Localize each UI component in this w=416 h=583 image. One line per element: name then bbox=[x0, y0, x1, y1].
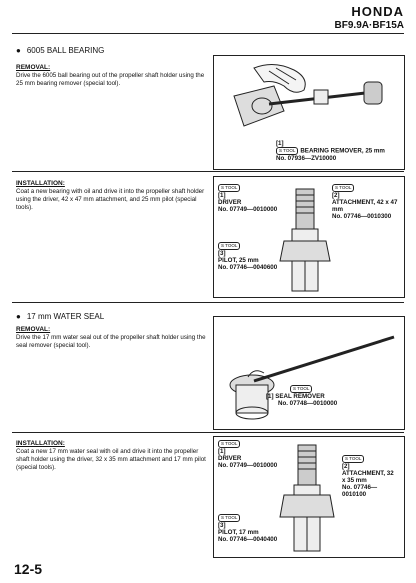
tool-num: [3] bbox=[218, 250, 226, 257]
tool-name: ATTACHMENT, 32 x 35 mm bbox=[342, 470, 394, 484]
removal-label: REMOVAL: bbox=[16, 64, 51, 71]
section-title-ball-bearing bbox=[16, 46, 104, 55]
special-tool-icon: S TOOL bbox=[218, 242, 240, 250]
tool-num: [2] bbox=[342, 463, 350, 470]
removal-label: REMOVAL: bbox=[16, 326, 51, 333]
section-divider bbox=[12, 432, 404, 433]
special-tool-icon: S TOOL bbox=[342, 455, 364, 463]
callout-part: No. 07936—ZV10000 bbox=[276, 155, 337, 162]
special-tool-icon: S TOOL bbox=[290, 385, 312, 393]
section-divider bbox=[12, 171, 404, 172]
tool-num: [1] bbox=[218, 192, 226, 199]
header-rule bbox=[12, 33, 404, 34]
tool-driver bbox=[218, 184, 277, 213]
special-tool-icon: S TOOL bbox=[276, 147, 298, 155]
callout-num: [1] bbox=[266, 393, 274, 400]
section-title-water-seal bbox=[16, 312, 104, 321]
special-tool-icon: S TOOL bbox=[218, 514, 240, 522]
tool-attachment bbox=[342, 455, 398, 498]
model-name: BF9.9A·BF15A bbox=[334, 20, 404, 31]
tool-part: No. 07746—0040600 bbox=[218, 264, 278, 271]
page-number: 12-5 bbox=[14, 561, 43, 577]
special-tool-icon: S TOOL bbox=[218, 440, 240, 448]
installation-label: INSTALLATION: bbox=[16, 180, 65, 187]
bullet-icon: ● bbox=[16, 46, 21, 55]
tool-part: No. 07746—0040400 bbox=[218, 536, 278, 543]
installation-label: INSTALLATION: bbox=[16, 440, 65, 447]
callout-num: [1] bbox=[276, 140, 284, 147]
callout-name: BEARING REMOVER, 25 mm bbox=[300, 147, 385, 155]
tool-name: PILOT, 17 mm bbox=[218, 529, 259, 536]
brand-logo: HONDA bbox=[351, 4, 404, 19]
installation-text: Coat a new 17 mm water seal with oil and drive it into the propeller shaft holder using the driver, 32 x 35 mm attachment and 17 mm pilot (special tools). bbox=[16, 448, 206, 471]
tool-name: DRIVER bbox=[218, 455, 242, 462]
figure-seal-removal bbox=[213, 316, 405, 430]
tool-name: ATTACHMENT, 42 x 47 mm bbox=[332, 199, 398, 213]
tool-attachment bbox=[332, 184, 398, 220]
section-title-text: 6005 BALL BEARING bbox=[26, 46, 105, 55]
removal-text: Drive the 17 mm water seal out of the propeller shaft holder using the seal remover (special tool). bbox=[16, 334, 206, 349]
tool-pilot bbox=[218, 242, 277, 271]
callout-part: No. 07748—0010000 bbox=[278, 400, 338, 407]
section-title-text: 17 mm WATER SEAL bbox=[26, 312, 105, 321]
tool-part: No. 07746—0010300 bbox=[332, 213, 392, 220]
installation-text: Coat a new bearing with oil and drive it into the propeller shaft holder using the driver, 42 x 47 mm attachment, and 25 mm pilot (special tools). bbox=[16, 188, 205, 211]
tool-part: No. 07746—0010100 bbox=[342, 484, 378, 498]
tool-part: No. 07749—0010000 bbox=[218, 462, 278, 469]
tool-num: [1] bbox=[218, 448, 226, 455]
callout-seal-remover bbox=[266, 385, 337, 407]
bullet-icon: ● bbox=[16, 312, 21, 321]
tool-num: [2] bbox=[332, 192, 340, 199]
tool-part: No. 07749—0010000 bbox=[218, 206, 278, 213]
callout-bearing-remover bbox=[276, 140, 385, 162]
tool-name: PILOT, 25 mm bbox=[218, 257, 259, 264]
section-divider bbox=[12, 302, 404, 303]
tool-num: [3] bbox=[218, 522, 226, 529]
tool-pilot bbox=[218, 514, 277, 543]
special-tool-icon: S TOOL bbox=[218, 184, 240, 192]
tool-name: DRIVER bbox=[218, 199, 242, 206]
tool-driver bbox=[218, 440, 277, 469]
seal-remover-illustration bbox=[214, 317, 404, 429]
removal-text: Drive the 6005 ball bearing out of the propeller shaft holder using the 25 mm bearing remover (special tool). bbox=[16, 72, 205, 87]
special-tool-icon: S TOOL bbox=[332, 184, 354, 192]
callout-name: SEAL REMOVER bbox=[275, 393, 325, 400]
